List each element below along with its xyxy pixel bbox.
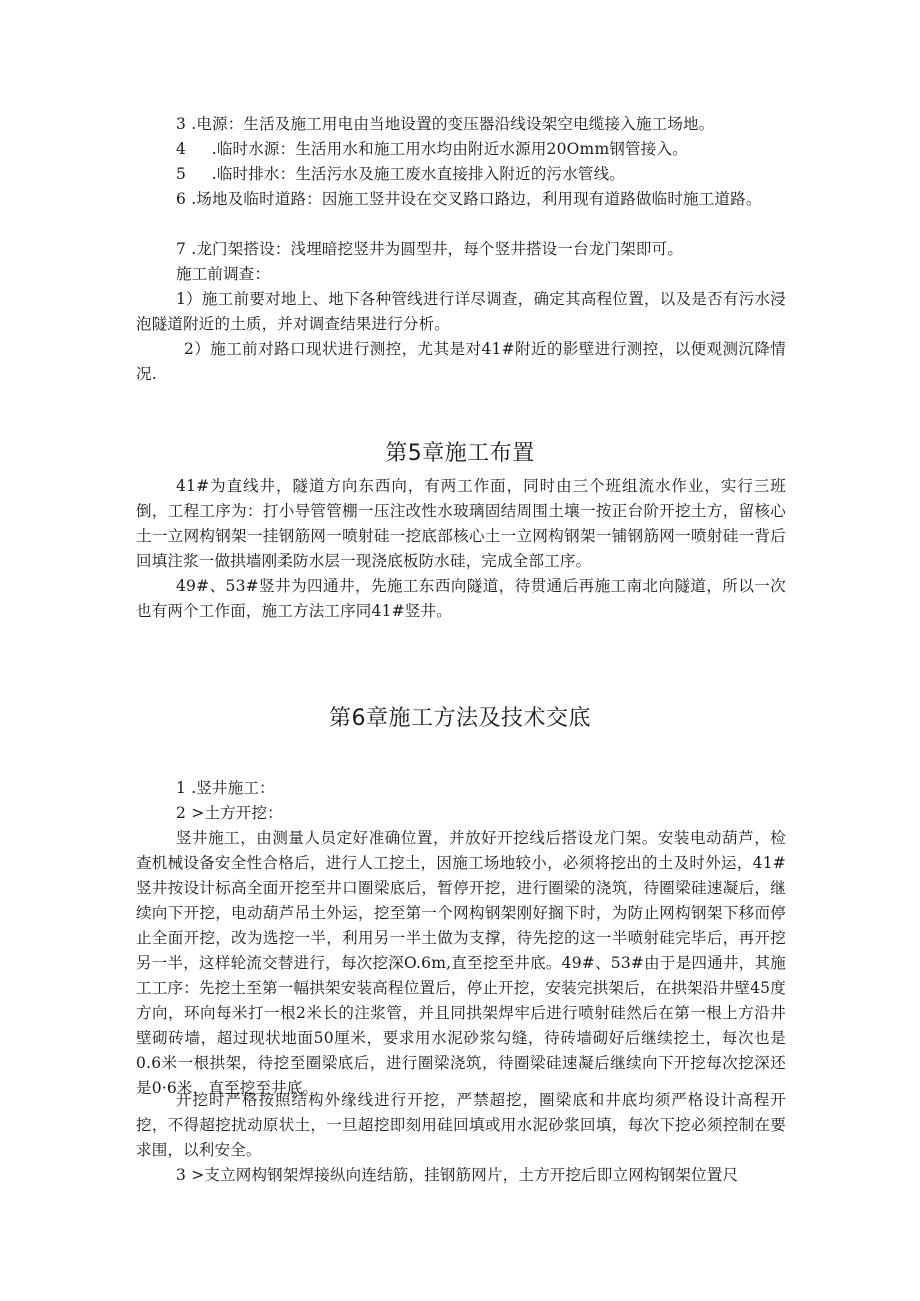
chapter6-item-1: 1 .竖井施工：	[176, 779, 275, 797]
chapter6-item-3: 3 >支立网构钢架焊接纵向连结筋，挂钢筋网片，土方开挖后即立网构钢架位置尺	[176, 1166, 739, 1184]
chapter6-title: 第6章施工方法及技术交底	[329, 706, 591, 731]
item-gantry: 7 .龙门架搭设：浅埋暗挖竖井为圆型井，每个竖井搭设一台龙门架即可。	[176, 240, 684, 258]
item-site-road: 6 .场地及临时道路：因施工竖井设在交叉路口路边，利用现有道路做临时施工道路。	[176, 190, 762, 208]
chapter6-paragraph-1: 竖井施工，由测量人员定好准确位置，并放好开挖线后搭设龙门架。安装电动葫芦，检查机械设备安全性合格后，进行人工挖土，因施工场地较小，必须将挖出的土及时外运，41#竖井按设计标高全面开挖至井口圈梁底后，暂停开挖，进行圈梁的浇筑，待圈梁硅速凝后，继续向下开挖，电动葫芦吊土外运，挖至第一个网构钢架刚好搁下时，为防止网构钢架下移而停止全面开挖，改为选挖一半，利用另一半土做为支撑，待先挖的这一半喷射硅完毕后，再开挖另一半，这样轮流交替进行，每次挖深O.6m,直至挖至井底。49#、53#由于是四通井，其施工工序：先挖土至第一幅拱架安装高程位置后，停止开挖，安装完拱架后，在拱架沿井壁45度方向，环向每米打一根2米长的注浆管，并且同拱架焊牢后进行喷射硅然后在第一根上方沿井壁砌砖墙，超过现状地面50厘米，要求用水泥砂浆勾缝，待砖墙砌好后继续挖土，每次也是0.6米一根拱架，待挖至圈梁底后，进行圈梁浇筑，待圈梁硅速凝后继续向下开挖每次挖深还是0·6米，直至挖至井底。	[136, 829, 786, 1097]
chapter6-item-2: 2 >土方开挖：	[176, 804, 283, 822]
survey-item-2: 2）施工前对路口现状进行测控，尤其是对41#附近的影壁进行测控，以便观测沉降情况.	[136, 340, 786, 383]
item-power: 3 .电源：生活及施工用电由当地设置的变压器沿线设架空电缆接入施工场地。	[176, 115, 715, 133]
chapter5-paragraph-1: 41#为直线井，隧道方向东西向，有两工作面，同时由三个班组流水作业，实行三班倒，工程工序为：打小导管管棚一压注改性水玻璃固结周围土壤一按正台阶开挖土方，留核心土一立网构钢架一挂钢筋网一喷射硅一挖底部核心土一立网构钢架一铺钢筋网一喷射硅一背后回填注浆一做拱墙刚柔防水层一现浇底板防水硅，完成全部工序。	[136, 477, 786, 570]
survey-item-1: 1）施工前要对地上、地下各种管线进行详尽调查，确定其高程位置，以及是否有污水浸泡隧道附近的土质，并对调查结果进行分析。	[136, 290, 786, 333]
item-drainage: 5 .临时排水：生活污水及施工废水直接排入附近的污水管线。	[176, 165, 626, 183]
survey-title: 施工前调查：	[176, 265, 271, 283]
chapter6-paragraph-2: 开挖时严格按照结构外缘线进行开挖，严禁超挖，圈梁底和井底均须严格设计高程开挖，不得超挖扰动原状土，一旦超挖即刻用硅回填或用水泥砂浆回填，每次下挖必须控制在要求围，以利安全。	[136, 1091, 786, 1159]
item-water-source: 4 .临时水源：生活用水和施工用水均由附近水源用20Omm钢管接入。	[176, 140, 688, 158]
chapter5-paragraph-2: 49#、53#竖井为四通井，先施工东西向隧道，待贯通后再施工南北向隧道，所以一次也有两个工作面，施工方法工序同41#竖井。	[136, 577, 786, 620]
chapter5-title: 第5章施工布置	[385, 441, 535, 466]
